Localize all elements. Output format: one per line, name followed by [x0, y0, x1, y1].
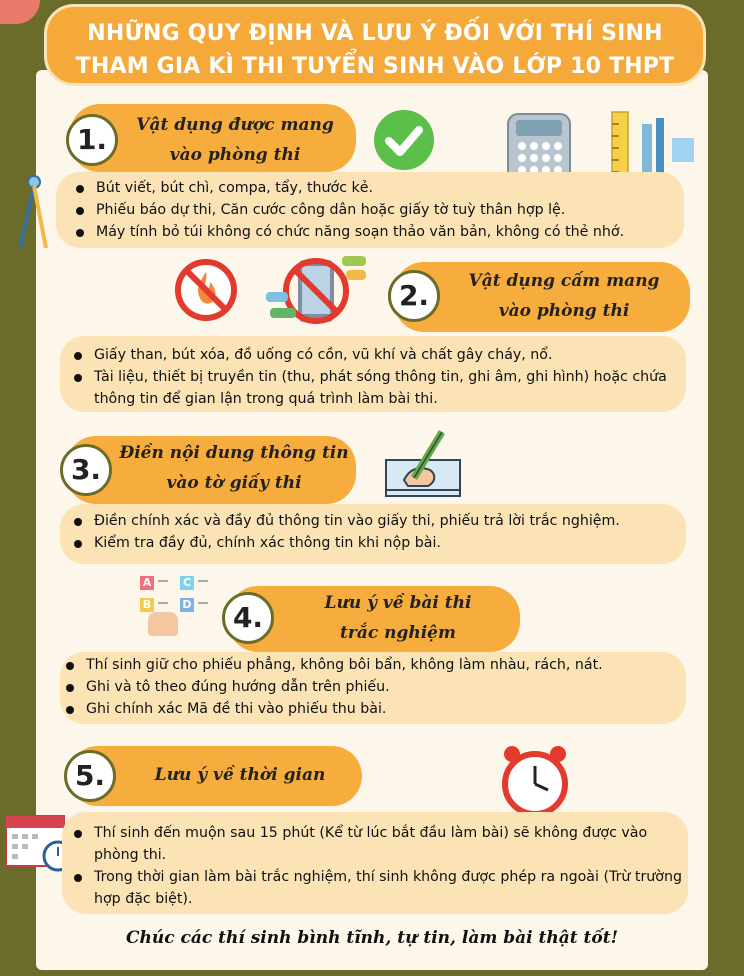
list-item: Ghi và tô theo đúng hướng dẫn trên phiếu. [64, 676, 678, 698]
no-fire-icon [174, 258, 238, 322]
section-2-title-line-2: vào phòng thi [498, 301, 630, 321]
section-5-number: 5. [64, 750, 116, 802]
list-item: Điền chính xác và đầy đủ thông tin vào giấy thi, phiếu trả lời trắc nghiệm. [72, 510, 678, 532]
section-5-list [72, 822, 682, 910]
section-3-number: 3. [60, 444, 112, 496]
list-item: Thí sinh giữ cho phiếu phẳng, không bôi bẩn, không làm nhàu, rách, nát. [64, 654, 678, 676]
list-item: Bút viết, bút chì, compa, tẩy, thước kẻ. [74, 177, 684, 199]
list-item: Kiểm tra đầy đủ, chính xác thông tin khi nộp bài. [72, 532, 678, 554]
section-1-number: 1. [66, 114, 118, 166]
answer-a-label: A [140, 576, 154, 590]
list-item: Máy tính bỏ túi không có chức năng soạn thảo văn bản, không có thẻ nhớ. [74, 221, 684, 243]
answer-sheet-icon [140, 576, 220, 640]
section-1-title-line-1: Vật dụng được mang [136, 115, 334, 135]
section-5-title: Lưu ý về thời gian [154, 765, 326, 785]
section-4-list [64, 654, 678, 720]
header-banner [44, 4, 706, 86]
section-2-number: 2. [388, 270, 440, 322]
title-line-2: THAM GIA KÌ THI TUYỂN SINH VÀO LỚP 10 THPT [75, 54, 675, 79]
list-item: Thí sinh đến muộn sau 15 phút (Kể từ lúc bắt đầu làm bài) sẽ không được vào phòng thi. [72, 822, 682, 866]
title-line-1: NHỮNG QUY ĐỊNH VÀ LƯU Ý ĐỐI VỚI THÍ SINH [87, 21, 663, 46]
section-3-title-line-2: vào tờ giấy thi [166, 473, 302, 493]
section-3-title-line-1: Điền nội dung thông tin [119, 443, 349, 463]
list-item: Phiếu báo dự thi, Căn cước công dân hoặc giấy tờ tuỳ thân hợp lệ. [74, 199, 684, 221]
list-item: Ghi chính xác Mã đề thi vào phiếu thu bài. [64, 698, 678, 720]
list-item: Giấy than, bút xóa, đồ uống có cồn, vũ khí và chất gây cháy, nổ. [72, 344, 678, 366]
section-3-title [114, 438, 354, 498]
section-4-title-line-1: Lưu ý về bài thi [324, 593, 472, 613]
section-1-title-line-2: vào phòng thi [169, 145, 301, 165]
decorative-blob-icon [0, 0, 40, 24]
answer-b-label: B [140, 598, 154, 612]
section-1-list [74, 177, 684, 243]
section-1-title [120, 110, 350, 170]
answer-d-label: D [180, 598, 194, 612]
no-phone-icon [262, 248, 372, 332]
page-title [47, 17, 703, 83]
hand-writing-icon [380, 420, 466, 502]
alarm-clock-icon [498, 740, 572, 820]
list-item: Tài liệu, thiết bị truyền tin (thu, phát sóng thông tin, ghi âm, ghi hình) hoặc chứa thông tin để gian lận trong quá trình làm bài thi. [72, 366, 678, 410]
compass-icon [12, 172, 56, 254]
section-2-title [444, 266, 684, 326]
section-4-title [280, 588, 516, 648]
answer-c-label: C [180, 576, 194, 590]
section-3-list [72, 510, 678, 554]
footer-message: Chúc các thí sinh bình tĩnh, tự tin, làm bài thật tốt! [125, 928, 619, 948]
section-4-title-line-2: trắc nghiệm [340, 623, 456, 643]
section-2-title-line-1: Vật dụng cấm mang [468, 271, 660, 291]
section-2-list [72, 344, 678, 410]
check-icon [372, 108, 436, 172]
list-item: Trong thời gian làm bài trắc nghiệm, thí sinh không được phép ra ngoài (Trừ trường hợp đặc biệt). [72, 866, 682, 910]
section-4-number: 4. [222, 592, 274, 644]
